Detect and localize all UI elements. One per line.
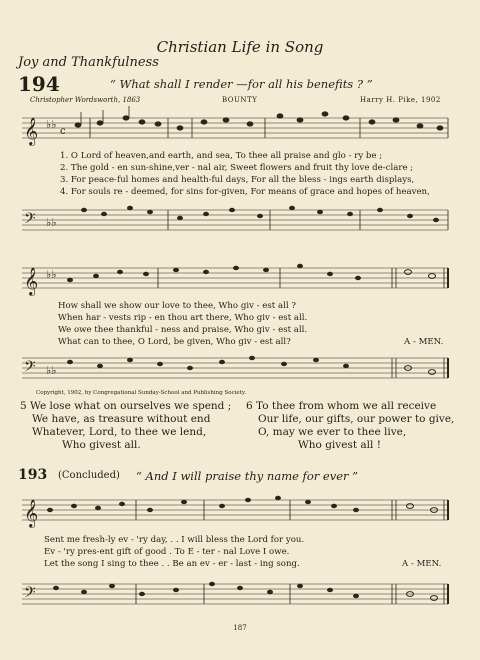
svg-text:𝄢: 𝄢: [24, 210, 36, 231]
svg-text:♭♭: ♭♭: [46, 268, 57, 281]
lyrics-line-3: Let the song I sing to thee . . Be an ev - er - last - ing song.: [44, 559, 300, 569]
verse-line-4: 4. For souls re - deemed, for sins for-given, For means of grace and hopes of heaven,: [60, 187, 430, 197]
page-title: Christian Life in Song: [156, 38, 324, 56]
svg-text:𝄞: 𝄞: [24, 267, 39, 295]
refrain-line-3: We owe thee thankful - ness and praise, Who giv - est all.: [58, 325, 308, 335]
refrain-line-1: How shall we show our love to thee, Who giv - est all ?: [58, 301, 296, 311]
hymn-194-author: Christopher Wordsworth, 1863: [30, 96, 141, 104]
verse-line-2: 2. The gold - en sun-shine,ver - nal air, Sweet flowers and fruit thy love de-clare ;: [60, 163, 414, 173]
hymn-194-verses-bottom: [58, 300, 307, 348]
music-staff-bass-3: [0, 574, 480, 614]
svg-text:♭♭: ♭♭: [46, 216, 57, 229]
verse-5-line-1: 5 We lose what on ourselves we spend ;: [20, 400, 232, 412]
hymn-193-concluded: (Concluded): [58, 470, 120, 481]
page-number: 187: [233, 624, 247, 632]
hymn-194-tune: BOUNTY: [222, 96, 258, 104]
hymn-number-193: 193: [18, 467, 48, 483]
music-staff-bass-2: [0, 348, 480, 388]
hymn-194-scripture: “ What shall I render —for all his benefits ? ”: [110, 77, 373, 91]
hymn-number-194: 194: [18, 72, 60, 96]
verse-6-line-2: Our life, our gifts, our power to give,: [258, 413, 455, 425]
verse-5-line-3: Whatever, Lord, to thee we lend,: [32, 426, 207, 438]
verse-6-line-3: O, may we ever to thee live,: [258, 426, 407, 438]
hymn-194-verse-6: [246, 400, 454, 452]
hymn-194-verses-top: [60, 150, 430, 198]
svg-text:𝄞: 𝄞: [24, 499, 39, 527]
verse-5-line-2: We have, as treasure without end: [32, 413, 211, 425]
hymn-193-lyrics: [44, 534, 304, 570]
music-staff-treble-1: [0, 108, 480, 148]
svg-text:𝄢: 𝄢: [24, 358, 36, 379]
hymn-193-amen: A - MEN.: [402, 559, 442, 569]
svg-text:𝄞: 𝄞: [24, 117, 39, 145]
music-staff-bass-1: [0, 200, 480, 240]
hymn-193-scripture: “ And I will praise thy name for ever ”: [136, 469, 359, 483]
hymn-194-amen: A - MEN.: [404, 337, 444, 347]
verse-line-3: 3. For peace-ful homes and health-ful days, For all the bless - ings earth displays,: [60, 175, 415, 185]
hymn-194-composer: Harry H. Pike, 1902: [360, 96, 441, 104]
svg-text:𝄢: 𝄢: [24, 584, 36, 605]
music-staff-treble-3: [0, 490, 480, 530]
verse-5-line-4: Who givest all.: [62, 439, 141, 451]
music-staff-treble-2: [0, 258, 480, 298]
verse-line-1: 1. O Lord of heaven,and earth, and sea, To thee all praise and glo - ry be ;: [60, 151, 383, 161]
verse-6-line-1: 6 To thee from whom we all receive: [246, 400, 437, 412]
svg-text:♭♭: ♭♭: [46, 364, 57, 377]
refrain-line-2: When har - vests rip - en thou art there, Who giv - est all.: [58, 313, 308, 323]
svg-text:c: c: [60, 126, 66, 137]
lyrics-line-2: Ev - 'ry pres-ent gift of good . To E - ter - nal Love I owe.: [44, 547, 290, 557]
verse-6-line-4: Who givest all !: [298, 439, 381, 451]
svg-text:♭♭: ♭♭: [46, 118, 57, 131]
section-category: Joy and Thankfulness: [18, 55, 159, 70]
hymn-194-verse-5: [20, 400, 231, 452]
refrain-line-4: What can to thee, O Lord, be given, Who giv - est all?: [58, 337, 291, 347]
copyright-notice: Copyright, 1902, by Congregational Sunday-School and Publishing Society.: [36, 390, 247, 396]
lyrics-line-1: Sent me fresh-ly ev - 'ry day, . . I will bless the Lord for you.: [44, 535, 305, 545]
